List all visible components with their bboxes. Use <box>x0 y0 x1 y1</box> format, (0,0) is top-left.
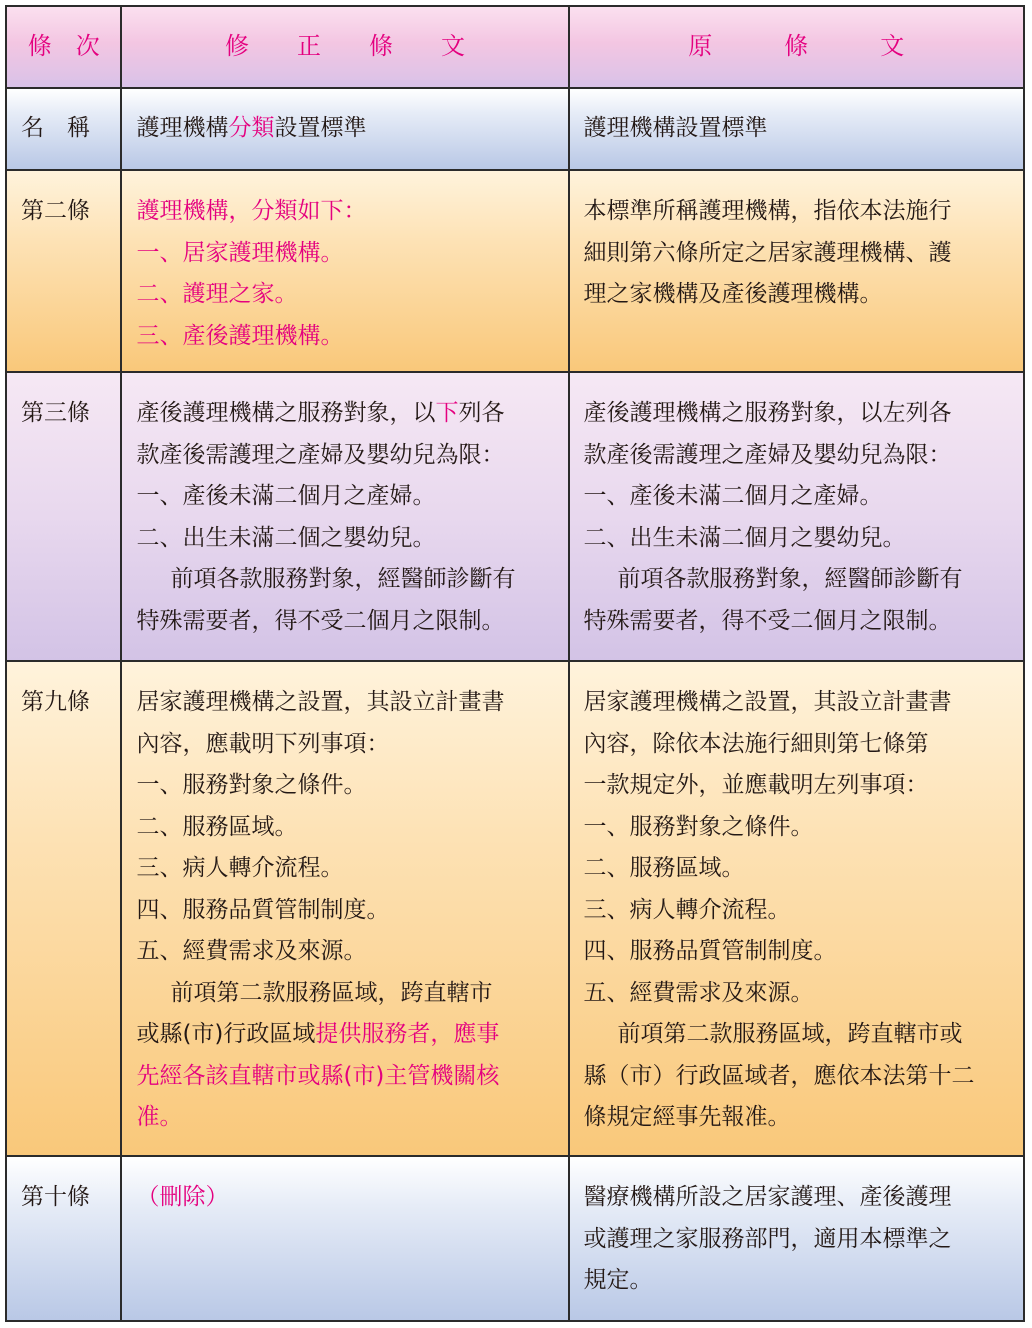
revised-line <box>136 393 567 435</box>
original-line: 產後護理機構之服務對象，以左列各 <box>583 400 952 426</box>
original-line: 前項各款服務對象，經醫師診斷有 <box>617 566 963 592</box>
row-label: 第九條 <box>6 661 121 1156</box>
revised-line: 前項各款服務對象，經醫師診斷有 <box>170 566 516 592</box>
comparison-table <box>5 5 1025 1322</box>
revised-cell <box>121 372 568 661</box>
revised-text: 列各 <box>458 400 505 426</box>
original-line: 條規定經事先報准。 <box>583 1104 791 1130</box>
revised-line <box>136 1014 567 1056</box>
original-line: 居家護理機構之設置，其設立計畫書 <box>583 689 952 715</box>
revised-cell <box>121 661 568 1156</box>
revised-line: 一、居家護理機構。 <box>136 239 344 266</box>
original-line: 二、出生未滿二個月之嬰幼兒。 <box>583 524 906 551</box>
original-line: 縣（市）行政區域者，應依本法第十二 <box>583 1062 975 1089</box>
original-line: 前項第二款服務區域，跨直轄市或 <box>617 1021 963 1047</box>
revised-line: 款產後需護理之產婦及嬰幼兒為限： <box>136 441 505 468</box>
revised-cell: （刪除） <box>121 1156 568 1321</box>
table-row <box>6 372 1024 661</box>
revised-line: 前項第二款服務區域，跨直轄市 <box>170 979 493 1006</box>
revised-line: 五、經費需求及來源。 <box>136 938 367 964</box>
original-line: 二、服務區域。 <box>583 855 745 881</box>
original-line: 款產後需護理之產婦及嬰幼兒為限： <box>583 441 952 468</box>
revised-cell <box>121 170 568 372</box>
revised-line: 先經各該直轄市或縣(市)主管機關核 <box>136 1062 500 1089</box>
original-line: 五、經費需求及來源。 <box>583 979 814 1006</box>
revised-line: 特殊需要者，得不受二個月之限制。 <box>136 607 505 634</box>
revised-line: 准。 <box>136 1104 183 1130</box>
revised-highlight: 下 <box>435 400 459 426</box>
original-line: 一款規定外，並應載明左列事項： <box>583 772 929 798</box>
original-cell <box>569 170 1024 372</box>
revised-text: 設置標準 <box>274 115 367 142</box>
table-header-row <box>6 6 1024 88</box>
original-line: 特殊需要者，得不受二個月之限制。 <box>583 607 952 634</box>
revised-text: 產後護理機構之服務對象，以 <box>136 400 436 426</box>
revised-line: 二、出生未滿二個之嬰幼兒。 <box>136 524 436 551</box>
table-row <box>6 661 1024 1156</box>
table-row <box>6 88 1024 170</box>
revised-highlight: 提供服務者，應事 <box>315 1021 500 1047</box>
revised-line: 二、服務區域。 <box>136 813 298 840</box>
row-label: 第二條 <box>6 170 121 372</box>
original-line: 一、產後未滿二個月之產婦。 <box>583 483 883 509</box>
original-line: 細則第六條所定之居家護理機構、護 <box>583 239 952 266</box>
revised-text: 或縣(市)行政區域 <box>136 1021 316 1047</box>
original-cell <box>569 372 1024 661</box>
revised-line: 三、產後護理機構。 <box>136 322 344 349</box>
header-revised-text: 修 正 條 文 <box>121 6 568 88</box>
table-row <box>6 1156 1024 1321</box>
original-line: 或護理之家服務部門，適用本標準之 <box>583 1225 952 1252</box>
revised-line: 一、產後未滿二個月之產婦。 <box>136 483 436 509</box>
revised-line: 居家護理機構之設置，其設立計畫書 <box>136 689 505 715</box>
revised-line: 三、病人轉介流程。 <box>136 855 344 881</box>
original-line: 本標準所稱護理機構，指依本法施行 <box>583 198 952 224</box>
original-line: 理之家機構及產後護理機構。 <box>583 281 883 307</box>
row-label: 第三條 <box>6 372 121 661</box>
row-label: 第十條 <box>6 1156 121 1321</box>
revised-line: 內容，應載明下列事項： <box>136 730 390 757</box>
table-row <box>6 170 1024 372</box>
original-line: 三、病人轉介流程。 <box>583 896 791 923</box>
revised-line: 二、護理之家。 <box>136 281 298 307</box>
revised-highlight: 分類 <box>228 115 275 142</box>
original-line: 一、服務對象之條件。 <box>583 813 814 840</box>
revised-text: 護理機構 <box>136 115 229 142</box>
original-cell <box>569 661 1024 1156</box>
original-line: 內容，除依本法施行細則第七條第 <box>583 730 929 757</box>
original-line: 醫療機構所設之居家護理、產後護理 <box>583 1184 952 1210</box>
original-line: 規定。 <box>583 1267 653 1293</box>
revised-line: 四、服務品質管制制度。 <box>136 896 390 923</box>
original-line: 四、服務品質管制制度。 <box>583 938 837 964</box>
header-original-text: 原 條 文 <box>569 6 1024 88</box>
revised-cell <box>121 88 568 170</box>
row-label: 名 稱 <box>6 88 121 170</box>
revised-line: 一、服務對象之條件。 <box>136 772 367 798</box>
original-cell <box>569 1156 1024 1321</box>
original-cell: 護理機構設置標準 <box>569 88 1024 170</box>
header-article-no: 條 次 <box>6 6 121 88</box>
revised-line: 護理機構，分類如下： <box>136 198 367 224</box>
